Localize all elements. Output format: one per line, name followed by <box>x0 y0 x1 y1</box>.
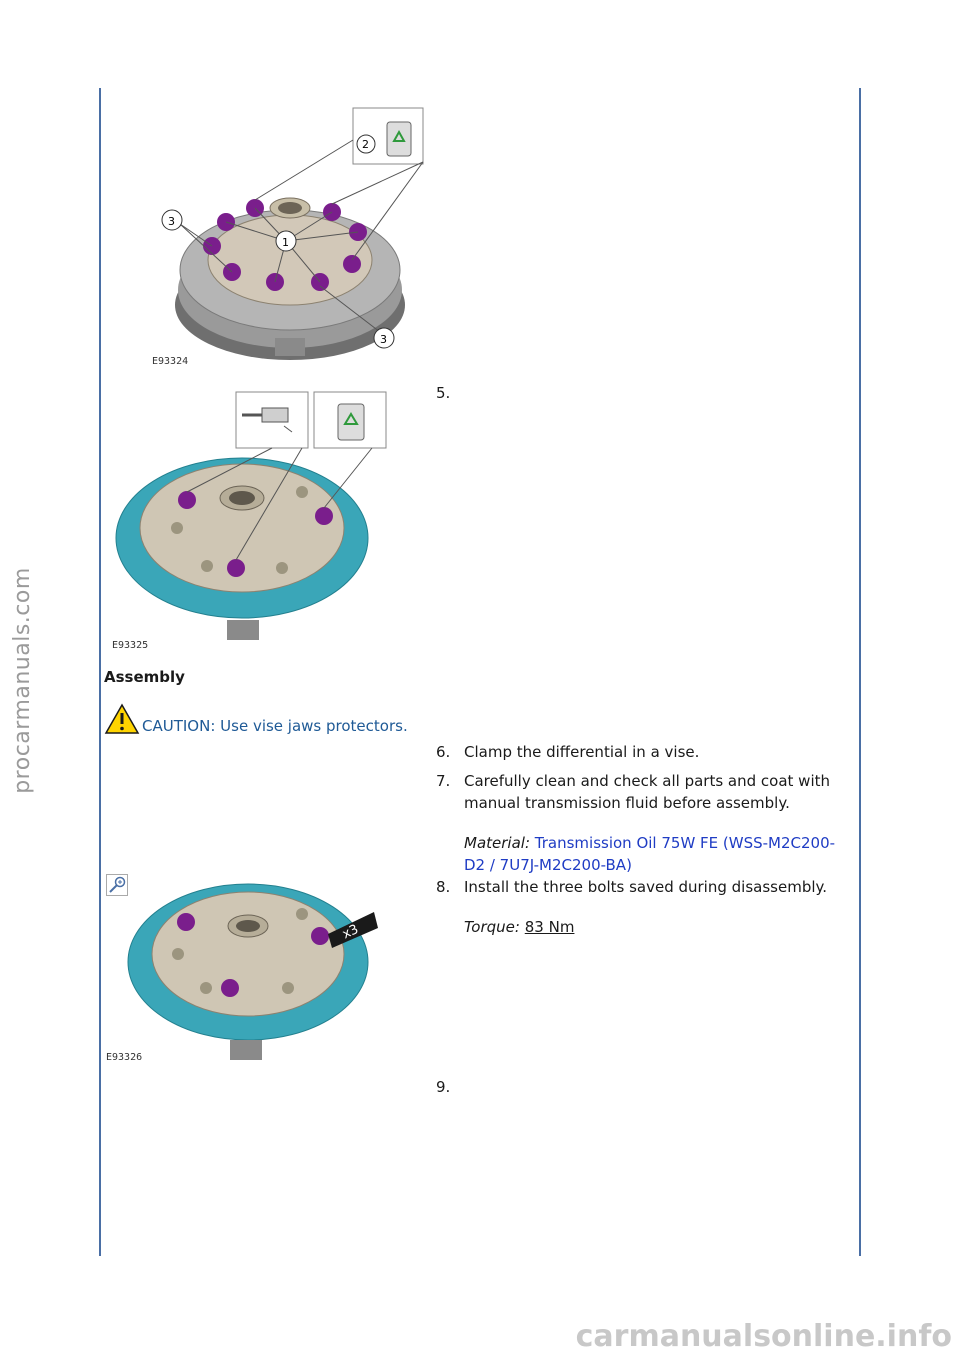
step-6 <box>436 741 856 763</box>
right-frame-line <box>859 88 861 1256</box>
step-number: 5. <box>436 384 451 402</box>
step-text: Install the three bolts saved during disassembly. <box>464 878 828 896</box>
figure-label: E93324 <box>152 356 189 367</box>
step-text: Clamp the differential in a vise. <box>464 743 700 761</box>
step-number: 9. <box>436 1078 451 1096</box>
figure-label: E93325 <box>112 640 149 651</box>
step-7 <box>436 770 856 874</box>
step-number: 6. <box>436 743 451 761</box>
step-5 <box>436 382 856 404</box>
callout-3-right: 3 <box>380 333 387 346</box>
step-9 <box>436 1076 856 1098</box>
side-watermark: procarmanuals.com <box>9 566 35 794</box>
torque-value[interactable]: 83 Nm <box>524 918 575 936</box>
section-heading: Assembly <box>104 668 185 686</box>
callout-3-left: 3 <box>168 215 175 228</box>
step-8 <box>436 876 856 946</box>
bottom-watermark: carmanualsonline.info <box>575 1319 952 1354</box>
step-number: 8. <box>436 878 451 896</box>
callout-2: 2 <box>362 138 369 151</box>
material-value[interactable]: Transmission Oil 75W FE (WSS-M2C200-D2 / 7U7J-M2C200-BA) <box>464 834 836 874</box>
figure-e93324 <box>140 100 430 372</box>
figure-e93325 <box>112 388 392 656</box>
step-text: Carefully clean and check all parts and coat with manual transmission fluid before assembly. <box>464 772 830 812</box>
callout-1: 1 <box>282 236 289 249</box>
caution-text: CAUTION: Use vise jaws protectors. <box>142 717 408 735</box>
step-number: 7. <box>436 772 451 790</box>
recycle-bin-icon <box>338 404 364 440</box>
caution-note <box>104 703 408 735</box>
figure-e93326 <box>106 876 396 1072</box>
left-frame-line <box>99 88 101 1256</box>
torque-label: Torque: <box>464 918 520 936</box>
recycle-bin-icon <box>387 122 411 156</box>
figure-label: E93326 <box>106 1052 143 1063</box>
warning-icon <box>104 703 140 735</box>
svg-text:x3: x3 <box>340 921 361 943</box>
material-label: Material: <box>464 834 530 852</box>
